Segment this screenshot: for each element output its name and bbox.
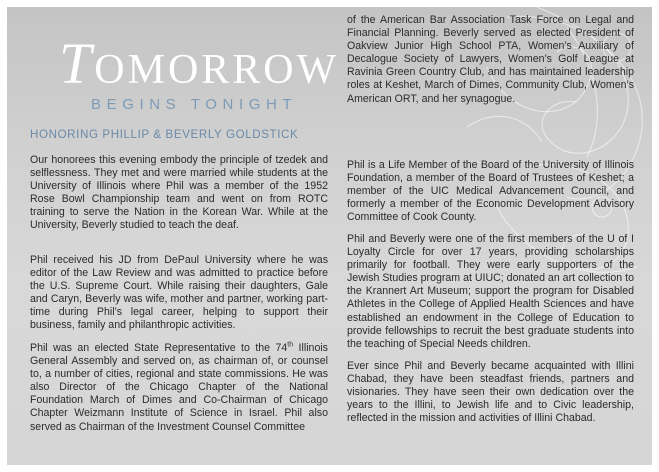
paragraph-2: Phil received his JD from DePaul University where he was editor of the Law Review and was admitted to practice before the U.S. Supreme Court. While raising their daughters, Gale and Caryn, Beverly was wife, mother and partner, working part-time during Phil’s legal career, helping to support their business, family and philanthropic activities. (30, 254, 328, 332)
paragraph-3-start: Phil was an elected State Representative to the 74 (30, 342, 288, 354)
paragraph-6: Phil and Beverly were one of the first members of the U of I Loyalty Circle for over 17 years, providing scholarships primarily for football. They were early supporters of the Jewish Studies program at UIUC; donated an art collection to the Krannert Art Museum; support the program for Disabled Athletes in the College of Applied Health Sciences and have established an endowment in the College of Education to provide fellowships to recruit the best graduate students into the teaching of Special Needs children. (347, 233, 634, 350)
paragraph-1: Our honorees this evening embody the principle of tzedek and selflessness. They met and were married while students at the University of Illinois where Phil was a member of the 1952 Rose Bowl Championship team and went on from ROTC training to serve the Nation in the Korean War. While at the University, Beverly studied to teach the deaf. (30, 154, 328, 232)
title-rest: OMORROW (94, 47, 340, 93)
paragraph-5: Phil is a Life Member of the Board of the University of Illinois Foundation, a member of the Board of Trustees of Keshet; a member of the UIC Medical Advancement Council, and formerly a member of the Economic Development Advisory Committee of Cook County. (347, 159, 634, 224)
paragraph-4: of the American Bar Association Task Force on Legal and Financial Planning. Beverly served as elected President of Oakview Junior High School PTA, Women’s Auxiliary of Decalogue Society of Lawyers, Women’s Golf League at Ravinia Green Country Club, and has maintained leadership roles at Keshet, March of Dimes, Community Club, Women’s American ORT, and her synagogue. (347, 14, 634, 105)
ordinal-superscript: th (287, 341, 294, 349)
title-block (59, 31, 340, 113)
paragraph-3 (30, 342, 328, 434)
tribute-card (7, 7, 652, 465)
page-subtitle: BEGINS TONIGHT (91, 96, 298, 113)
paragraph-7: Ever since Phil and Beverly became acquainted with Illini Chabad, they have been steadfast friends, partners and visionaries. They have seen their own dedication over the years to the Illini, to Jewish life and to Civic leadership, reflected in the mission and activities of Illini Chabad. (347, 360, 634, 425)
paragraph-3-rest: Illinois General Assembly and served on, as chairman of, or counsel to, a number of cities, regional and state commissions. He was also Director of the Chicago Chapter of the National Foundation March of Dimes and Co-Chairman of Chicago Chapter Weizmann Institute of Science in Israel. Phil also served as Chairman of the Investment Counsel Committee (30, 342, 328, 433)
honoring-heading: HONORING PHILLIP & BEVERLY GOLDSTICK (30, 128, 299, 141)
title-initial: T (59, 31, 95, 96)
page-title (59, 31, 340, 96)
